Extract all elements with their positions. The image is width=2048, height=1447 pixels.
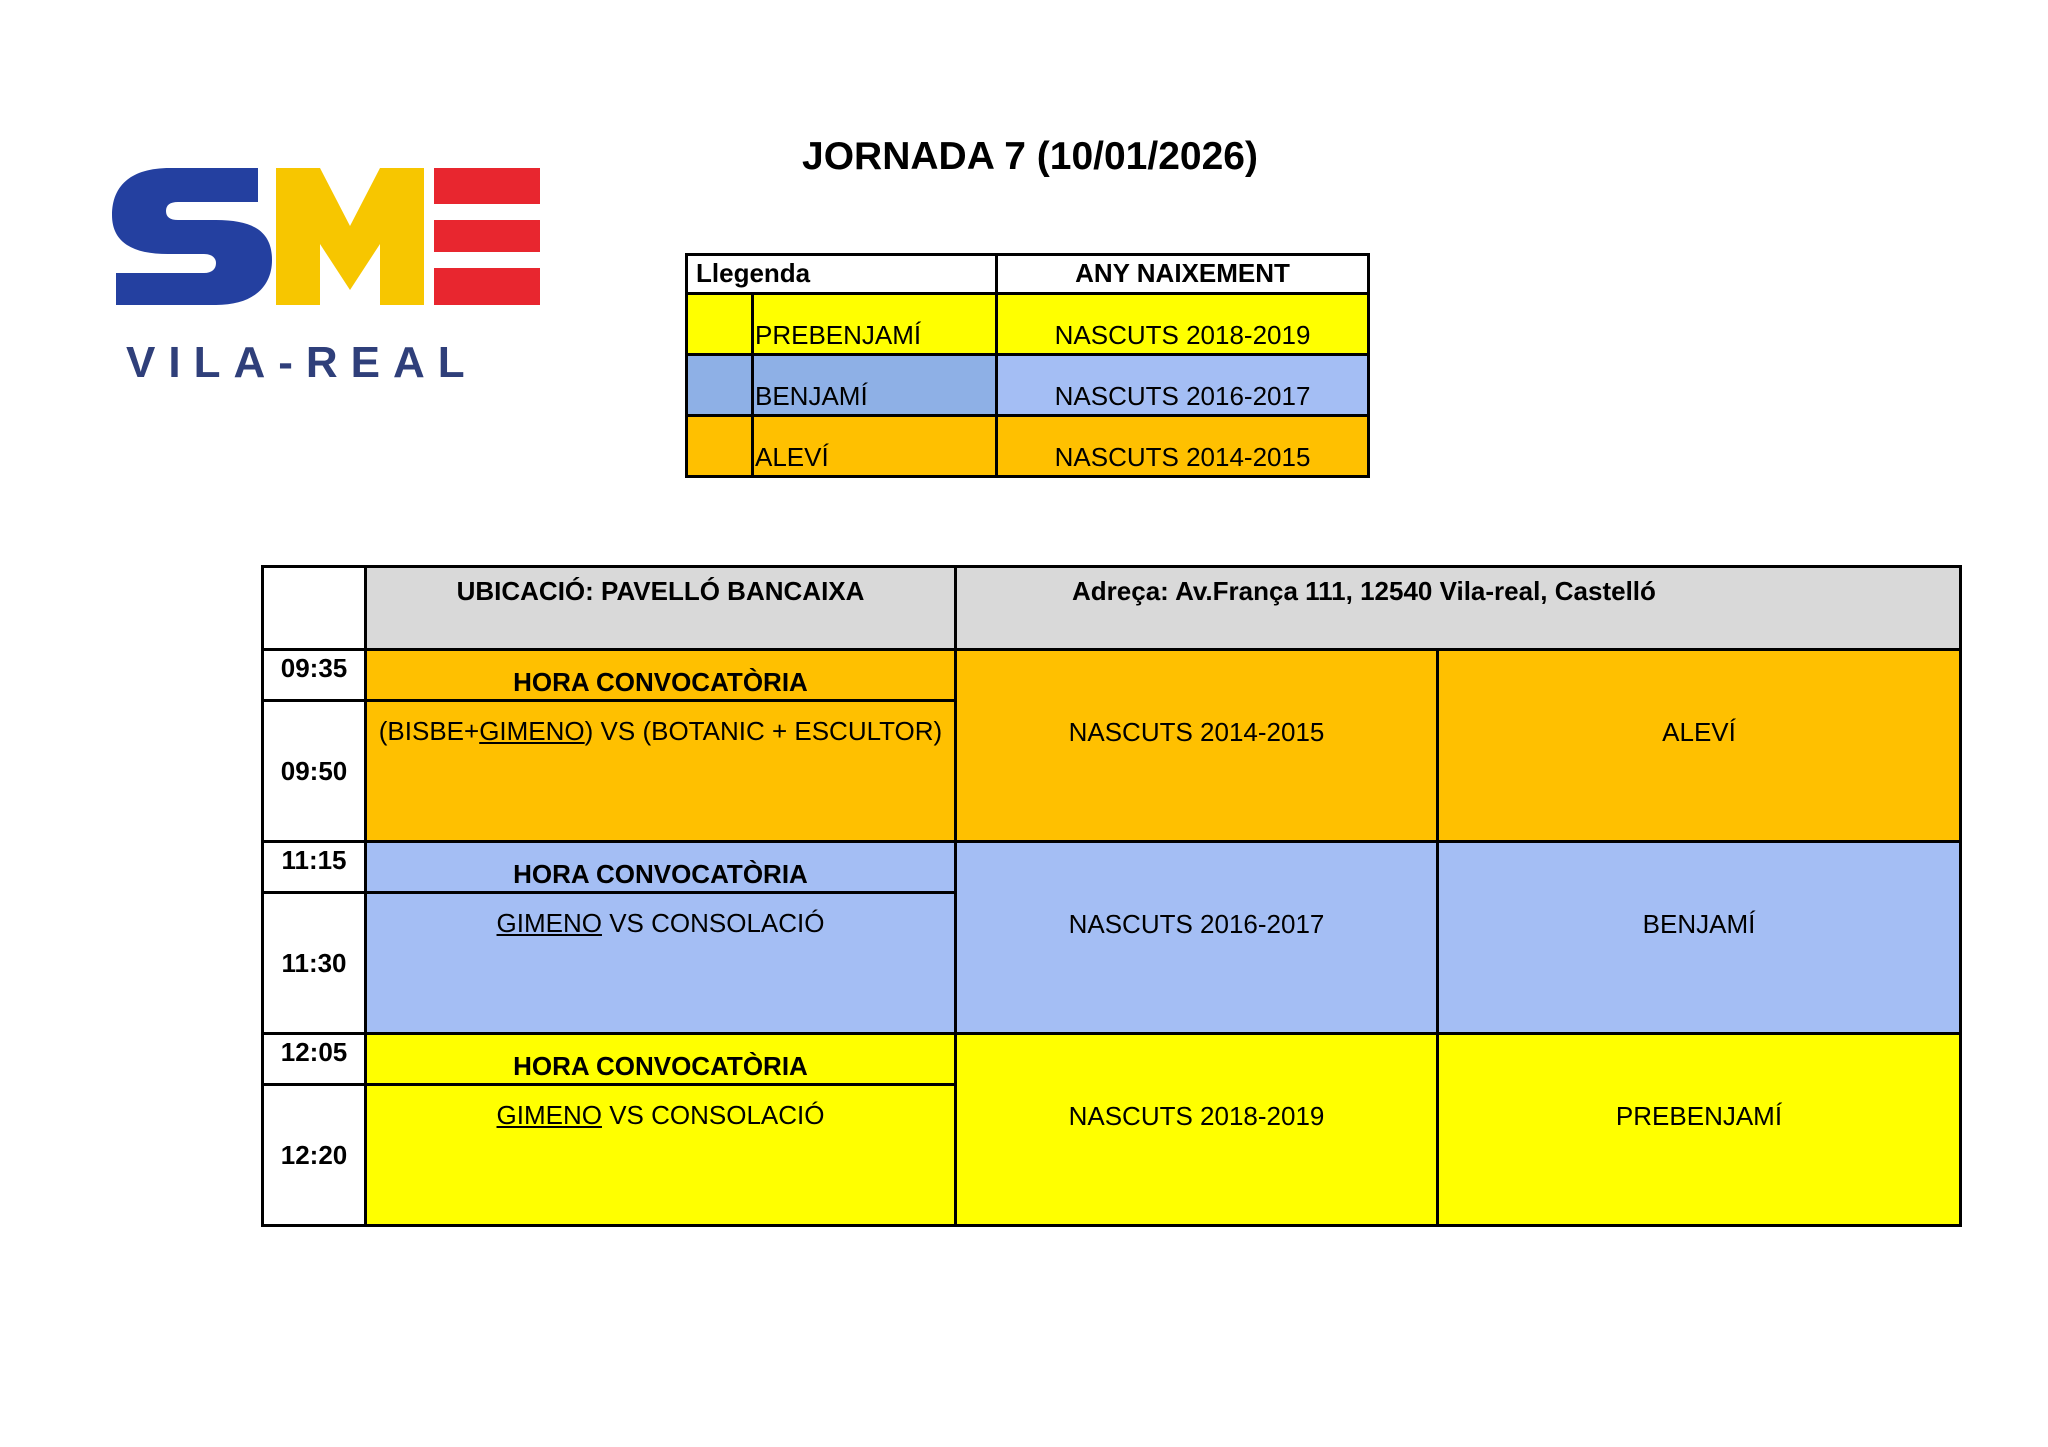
legend-row [687, 416, 1369, 477]
legend-row [687, 294, 1369, 355]
call-time: 12:05 [263, 1034, 366, 1085]
legend-table [685, 253, 1370, 478]
legend-header-title: Llegenda [687, 255, 997, 294]
legend-birth: NASCUTS 2014-2015 [997, 416, 1369, 477]
category-cell: ALEVÍ [1438, 650, 1961, 842]
location-cell: UBICACIÓ: PAVELLÓ BANCAIXA [366, 567, 956, 650]
legend-birth: NASCUTS 2018-2019 [997, 294, 1369, 355]
match-team-underlined: GIMENO [496, 908, 602, 938]
address-cell: Adreça: Av.França 111, 12540 Vila-real, Castelló [956, 567, 1961, 650]
birth-cell: NASCUTS 2018-2019 [956, 1034, 1438, 1226]
logo-s-shape [112, 168, 272, 305]
match-time: 11:30 [263, 893, 366, 1034]
legend-birth: NASCUTS 2016-2017 [997, 355, 1369, 416]
call-time: 11:15 [263, 842, 366, 893]
call-label: HORA CONVOCATÒRIA [366, 1034, 956, 1085]
match-cell [366, 701, 956, 842]
legend-swatch [687, 294, 753, 355]
header-blank-cell [263, 567, 366, 650]
birth-cell: NASCUTS 2016-2017 [956, 842, 1438, 1034]
category-cell: PREBENJAMÍ [1438, 1034, 1961, 1226]
legend-swatch [687, 355, 753, 416]
sme-logo [108, 160, 548, 400]
schedule-call-row [263, 650, 1961, 701]
logo-text: VILA-REAL [126, 338, 478, 387]
schedule-table [261, 565, 1962, 1227]
category-cell: BENJAMÍ [1438, 842, 1961, 1034]
legend-row [687, 355, 1369, 416]
match-time: 12:20 [263, 1085, 366, 1226]
page-title: JORNADA 7 (10/01/2026) [802, 135, 1258, 178]
logo-e-bar-top [434, 168, 540, 204]
call-label: HORA CONVOCATÒRIA [366, 650, 956, 701]
legend-category: ALEVÍ [753, 416, 997, 477]
schedule-call-row [263, 842, 1961, 893]
logo-m-shape [276, 168, 424, 305]
legend-category: PREBENJAMÍ [753, 294, 997, 355]
match-cell [366, 1085, 956, 1226]
legend-header-row [687, 255, 1369, 294]
match-cell [366, 893, 956, 1034]
call-label: HORA CONVOCATÒRIA [366, 842, 956, 893]
legend-swatch [687, 416, 753, 477]
match-text-post: VS CONSOLACIÓ [601, 908, 825, 938]
logo-e-bar-bottom [434, 268, 540, 305]
match-team-underlined: GIMENO [496, 1100, 602, 1130]
call-time: 09:35 [263, 650, 366, 701]
birth-cell: NASCUTS 2014-2015 [956, 650, 1438, 842]
match-team-underlined: GIMENO [479, 716, 585, 746]
legend-header-birth: ANY NAIXEMENT [997, 255, 1369, 294]
match-text-pre: (BISBE+ [378, 716, 480, 746]
schedule-header-row [263, 567, 1961, 650]
match-text-post: ) VS (BOTANIC + ESCULTOR) [584, 716, 943, 746]
legend-category: BENJAMÍ [753, 355, 997, 416]
match-text-post: VS CONSOLACIÓ [601, 1100, 825, 1130]
match-time: 09:50 [263, 701, 366, 842]
schedule-call-row [263, 1034, 1961, 1085]
logo-e-bar-mid [434, 220, 540, 252]
sme-logo-mark [108, 160, 548, 330]
